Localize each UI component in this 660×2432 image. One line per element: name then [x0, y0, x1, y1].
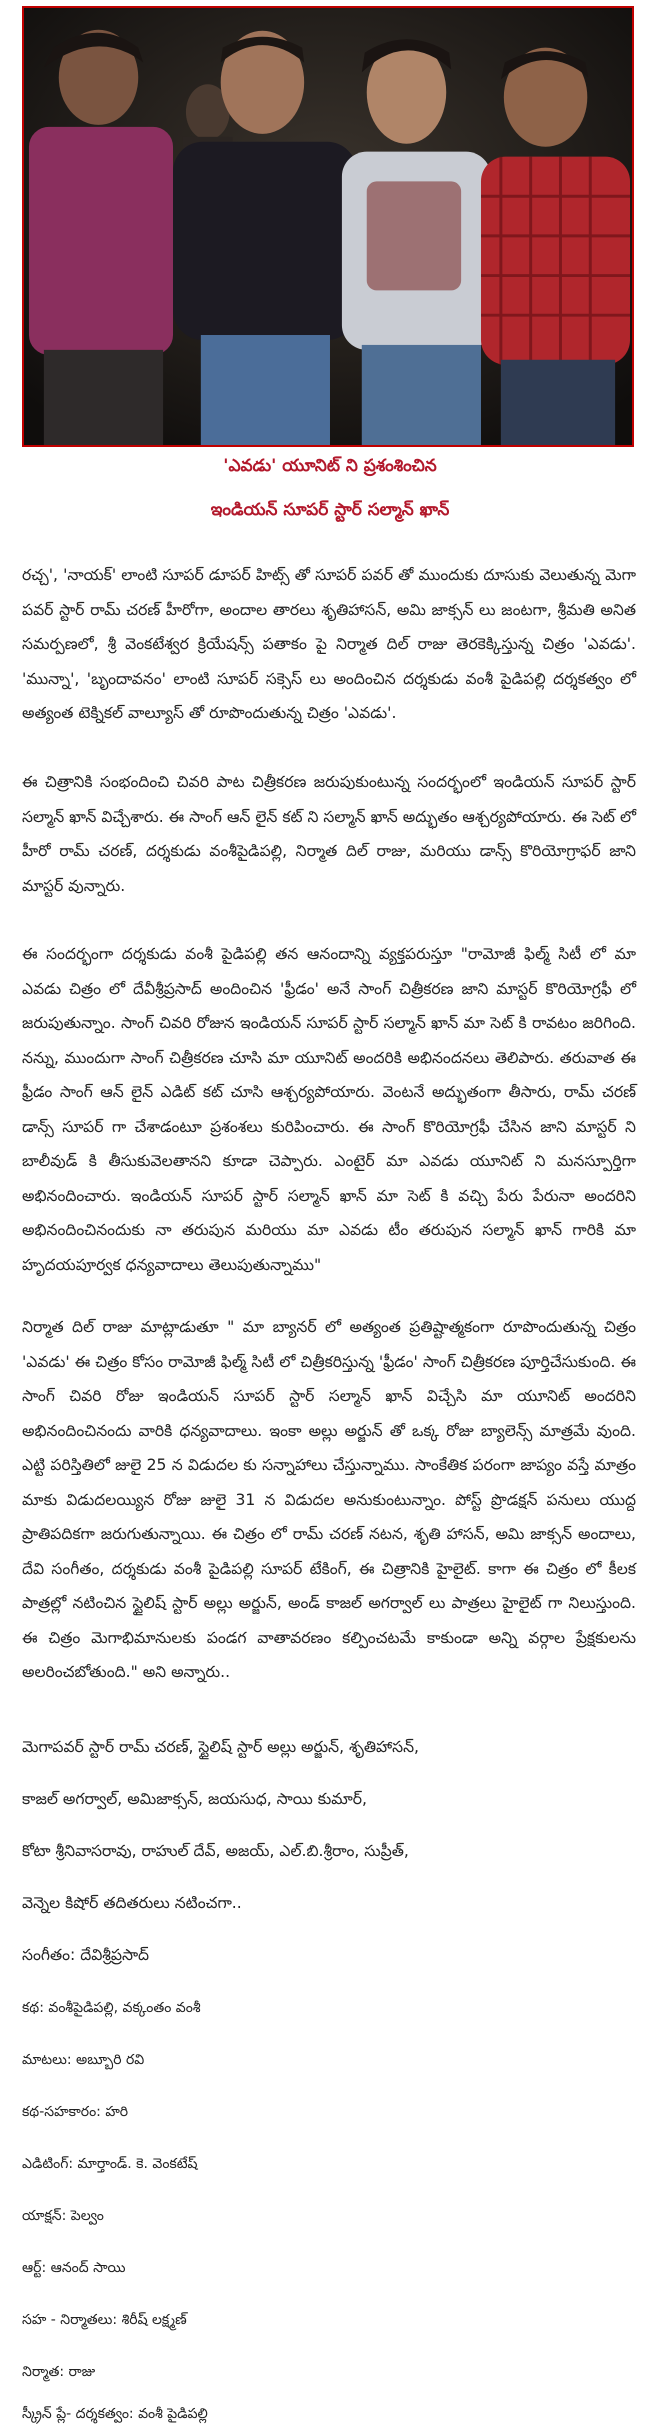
credit-director: స్క్రీన్ ప్లే- దర్శకత్వం: వంశీ పైడిపల్లి: [22, 2406, 208, 2422]
paragraph-salman-visit: ఈ చిత్రానికి సంభందించి చివరి పాట చిత్రీకరణ జరుపుకుంటున్న సందర్భంలో ఇండియన్ సూపర్ స్టార్ సల్మాన్ ఖాన్ విచ్చేశారు. ఈ సాంగ్ ఆన్ లైన్ కట్ ని సల్మాన్ ఖాన్ అద్భుతం ఆశ్చర్యపోయారు. ఈ సెట్ లో హీరో రామ్ చరణ్, దర్శకుడు వంశీపైడిపల్లి, నిర్మాత దిల్ రాజు, మరియు డాన్స్ కొరియోగ్రాఫర్ జాని మాస్టర్ వున్నారు.: [22, 773, 636, 895]
caption-line-1: 'ఎవడు' యూనిట్ ని ప్రశంశించిన: [223, 456, 437, 476]
credit-story: కథ: వంశీపైడిపల్లి, వక్కంతం వంశీ: [22, 2000, 201, 2016]
credit-action: యాక్షన్: పెల్వం: [22, 2208, 104, 2224]
credit-line-cast-1: మెగాపవర్ స్టార్ రామ్ చరణ్, స్టైలిష్ స్టార్ అల్లు అర్జున్, శృతిహాసన్,: [22, 1738, 419, 1756]
credit-line-cast-2: కాజల్ అగర్వాల్, అమిజాక్సన్, జయసుధ, సాయి కుమార్,: [22, 1790, 367, 1808]
paragraph-intro: రచ్చ', 'నాయక్' లాంటి సూపర్ డూపర్ హిట్స్ తో సూపర్ పవర్ తో ముందుకు దూసుకు వెలుతున్న మెగా పవర్ స్టార్ రామ్ చరణ్ హీరోగా, అందాల తారలు శృతిహాసన్, అమి జాక్సన్ లు జంటగా, శ్రీమతి అనిత సమర్పణలో, శ్రీ వెంకటేశ్వర క్రియేషన్స్ పతాకం పై నిర్మాత దిల్ రాజు తెరకెక్కిస్తున్న చిత్రం 'ఎవడు'. 'మున్నా', 'బృందావనం' లాంటి సూపర్ సక్సెస్ లు అందించిన దర్శకుడు వంశీ పైడిపల్లి దర్శకత్వం లో అత్యంత టెక్నికల్ వాల్యూస్ తో రూపొందుతున్న చిత్రం 'ఎవడు'.: [22, 566, 636, 722]
credit-line-cast-3: కోటా శ్రీనివాసరావు, రాహుల్ దేవ్, అజయ్, ఎల్.బి.శ్రీరాం, సుప్రీత్,: [22, 1842, 409, 1860]
caption-line-2: ఇండియన్ సూపర్ స్టార్ సల్మాన్ ఖాన్: [210, 500, 450, 520]
paragraph-producer-quote: నిర్మాత దిల్ రాజు మాట్లాడుతూ " మా బ్యానర్ లో అత్యంత ప్రతిష్టాత్మకంగా రూపొందుతున్న చిత్రం 'ఎవడు' ఈ చిత్రం కోసం రామోజీ ఫిల్మ్ సిటీ లో చిత్రీకరిస్తున్న 'ఫ్రీడం' సాంగ్ చిత్రీకరణ పూర్తిచేసుకుంది. ఈ సాంగ్ చివరి రోజు ఇండియన్ సూపర్ స్టార్ సల్మాన్ ఖాన్ విచ్చేసి మా యూనిట్ అందరిని అభినందించినందు వారికి ధన్యవాదాలు. ఇంకా అల్లు అర్జున్ తో ఒక్క రోజు బ్యాలెన్స్ మాత్రమే వుంది. ఎట్టి పరిస్తితిలో జులై 25 న విడుదల కు సన్నాహాలు చేస్తున్నాము. సాంకేతిక పరంగా జాప్యం వస్తే మాత్రం మాకు విడుదలయ్యిన రోజు జులై 31 న విడుదల అనుకుంటున్నాం. పోస్ట్ ప్రొడక్షన్ పనులు యుద్ద ప్రాతిపదికగా జరుగుతున్నాయి. ఈ చిత్రం లో రామ్ చరణ్ నటన, శృతి హాసన్, అమి జాక్సన్ అందాలు, దేవి సంగీతం, దర్శకుడు వంశీ పైడిపల్లి సూపర్ టేకింగ్, ఈ చిత్రానికి హైలైట్. కాగా ఈ చిత్రం లో కీలక పాత్రల్లో నటించిన స్టైలిష్ స్టార్ అల్లు అర్జున్, అండ్ కాజల్ అగర్వాల్ లు పాత్రలు హైలైట్ గా నిలుస్తుంది. ఈ చిత్రం మెగాభిమానులకు పండగ వాతావరణం కల్పించటమే కాకుండా అన్ని వర్గాల ప్రేక్షకులను అలరించబోతుంది." అని అన్నారు..: [22, 1318, 636, 1681]
credit-co-producers: సహ - నిర్మాతలు: శిరీష్ లక్ష్మణ్: [22, 2312, 187, 2328]
credit-producer: నిర్మాత: రాజు: [22, 2364, 96, 2380]
credit-story-support: కథ-సహకారం: హరి: [22, 2104, 129, 2120]
credit-art: ఆర్ట్: ఆనంద్ సాయి: [22, 2260, 126, 2276]
credit-dialogues: మాటలు: అబ్బూరి రవి: [22, 2052, 145, 2068]
credit-line-cast-4: వెన్నెల కిషోర్ తదితరులు నటించగా..: [22, 1894, 242, 1912]
credit-music: సంగీతం: దేవిశ్రీప్రసాద్: [22, 1946, 150, 1964]
paragraph-director-quote: ఈ సందర్భంగా దర్శకుడు వంశీ పైడిపల్లి తన ఆనందాన్ని వ్యక్తపరుస్తూ "రామోజీ ఫిల్మ్ సిటీ లో మా ఎవడు చిత్రం లో దేవీశ్రీప్రసాద్ అందించిన 'ఫ్రీడం' అనే సాంగ్ చిత్రీకరణ జాని మాస్టర్ కొరియోగ్రఫీ లో జరుపుతున్నాం. సాంగ్ చివరి రోజున ఇండియన్ సూపర్ స్టార్ సల్మాన్ ఖాన్ మా సెట్ కి రావటం జరిగింది. నన్ను, ముందుగా సాంగ్ చిత్రీకరణ చూసి మా యూనిట్ అందరికి అభినందనలు తెలిపారు. తరువాత ఈ ఫ్రీడం సాంగ్ ఆన్ లైన్ ఎడిట్ కట్ చూసి ఆశ్చర్యపోయారు. వెంటనే అద్భుతంగా తీసారు, రామ్ చరణ్ డాన్స్ సూపర్ గా చేశాడంటూ ప్రశంశలు కురిపించారు. ఈ సాంగ్ కొరియోగ్రఫీ చేసిన జాని మాస్టర్ ని బాలీవుడ్ కి తీసుకువెలతానని కూడా చెప్పారు. ఎంటైర్ మా ఎవడు యూనిట్ ని మనస్పూర్తిగా అభినందించారు. ఇండియన్ సూపర్ స్టార్ సల్మాన్ ఖాన్ మా సెట్ కి వచ్చి పేరు పేరునా అందరిని అభినందించినందుకు నా తరుపున మరియు మా ఎవడు టీం తరుపున సల్మాన్ ఖాన్ గారికి మా హృదయపూర్వక ధన్యవాదాలు తెలుపుతున్నాము": [22, 945, 636, 1274]
event-photo: [22, 6, 634, 447]
photo-illustration: [24, 8, 632, 445]
credit-editing: ఎడిటింగ్: మార్తాండ్. కె. వెంకటేష్: [22, 2156, 198, 2172]
